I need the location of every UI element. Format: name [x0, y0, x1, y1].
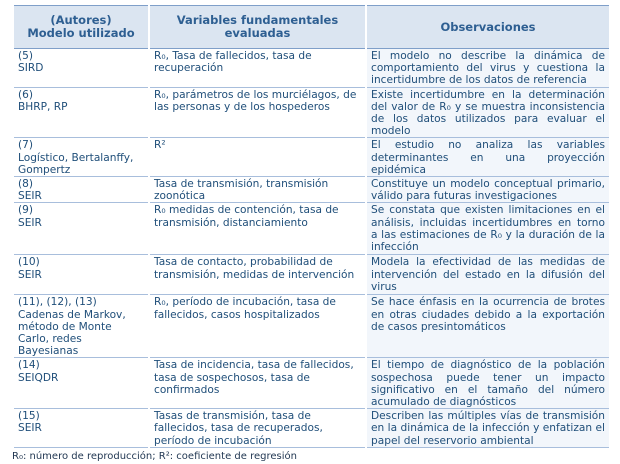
- cell-ref: (10): [18, 256, 40, 269]
- cell-ref: (8): [18, 178, 34, 191]
- models-table: [12, 5, 611, 448]
- cell-variables: R₀ medidas de contención, tasa de transmisión, distanciamiento: [149, 203, 366, 255]
- cell-observations: El modelo no describe la dinámica de comportamiento del virus y cuestiona la incertidumbre de los datos de referencia: [366, 49, 610, 88]
- cell-observations: El estudio no analiza las variables determinantes en una proyección epidémica: [366, 138, 610, 177]
- header-observations: Observaciones: [366, 6, 610, 49]
- cell-observations: El tiempo de diagnóstico de la población sospechosa puede tener un impacto significativo en el tamaño del número acumulado de diagnósticos: [366, 358, 610, 409]
- cell-model: [13, 177, 149, 203]
- cell-variables: R₀, período de incubación, tasa de fallecidos, casos hospitalizados: [149, 295, 366, 358]
- table-row: [13, 409, 610, 448]
- cell-model-name: Logístico, Bertalanffy, Gompertz: [18, 151, 134, 176]
- cell-model: [13, 49, 149, 88]
- table-row: [13, 255, 610, 295]
- cell-variables: Tasa de transmisión, transmisión zoonótica: [149, 177, 366, 203]
- table-row: [13, 138, 610, 177]
- header-authors-model: [13, 6, 149, 49]
- cell-model: [13, 138, 149, 177]
- cell-observations: Constituye un modelo conceptual primario, válido para futuras investigaciones: [366, 177, 610, 203]
- cell-observations: Existe incertidumbre en la determinación del valor de R₀ y se muestra inconsistencia de los datos utilizados para evaluar el modelo: [366, 87, 610, 138]
- header-authors: (Autores): [50, 13, 112, 27]
- cell-variables: Tasa de incidencia, tasa de fallecidos, tasa de sospechosos, tasa de confirmados: [149, 358, 366, 409]
- cell-model: [13, 255, 149, 295]
- cell-observations: Modela la efectividad de las medidas de intervención del estado en la difusión del virus: [366, 255, 610, 295]
- cell-model-name: BHRP, RP: [18, 100, 68, 113]
- cell-observations: Describen las múltiples vías de transmisión en la dinámica de la infección y enfatizan el papel del reservorio ambiental: [366, 409, 610, 448]
- table-row: [13, 358, 610, 409]
- cell-ref: (14): [18, 359, 40, 372]
- cell-model-name: SEIR: [18, 268, 42, 281]
- models-table-container: [12, 5, 609, 448]
- cell-observations: Se hace énfasis en la ocurrencia de brotes en otras ciudades debido a la exportación de casos presintomáticos: [366, 295, 610, 358]
- cell-ref: (6): [18, 88, 34, 101]
- table-footnote: R₀: número de reproducción; R²: coeficiente de regresión: [12, 451, 297, 462]
- cell-variables: R₀, Tasa de fallecidos, tasa de recuperación: [149, 49, 366, 88]
- table-row: [13, 87, 610, 138]
- cell-variables: Tasas de transmisión, tasa de fallecidos, tasa de recuperados, período de incubación: [149, 409, 366, 448]
- table-row: [13, 49, 610, 88]
- cell-ref: (15): [18, 410, 40, 423]
- cell-model: [13, 203, 149, 255]
- cell-model: [13, 87, 149, 138]
- cell-model-name: SIRD: [18, 62, 44, 75]
- table-row: [13, 177, 610, 203]
- cell-model: [13, 409, 149, 448]
- cell-ref: (11), (12), (13): [18, 296, 97, 309]
- cell-model: [13, 295, 149, 358]
- cell-model-name: SEIR: [18, 190, 42, 203]
- cell-variables: R₀, parámetros de los murciélagos, de las personas y de los hospederos: [149, 87, 366, 138]
- cell-variables: Tasa de contacto, probabilidad de transmisión, medidas de intervención: [149, 255, 366, 295]
- cell-variables: R²: [149, 138, 366, 177]
- cell-observations: Se constata que existen limitaciones en el análisis, incluidas incertidumbres en torno a las estimaciones de R₀ y la duración de la infección: [366, 203, 610, 255]
- cell-model-name: SEIQDR: [18, 371, 59, 384]
- table-header-row: [13, 6, 610, 49]
- cell-model-name: SEIR: [18, 216, 42, 229]
- header-model: Modelo utilizado: [27, 26, 135, 40]
- cell-model: [13, 358, 149, 409]
- cell-model-name: SEIR: [18, 422, 42, 435]
- cell-ref: (5): [18, 50, 34, 62]
- cell-model-name: Cadenas de Markov, método de Monte Carlo, redes Bayesianas: [18, 308, 126, 358]
- cell-ref: (9): [18, 204, 34, 217]
- header-variables: Variables fundamentales evaluadas: [149, 6, 366, 49]
- cell-ref: (7): [18, 139, 34, 152]
- table-row: [13, 295, 610, 358]
- table-row: [13, 203, 610, 255]
